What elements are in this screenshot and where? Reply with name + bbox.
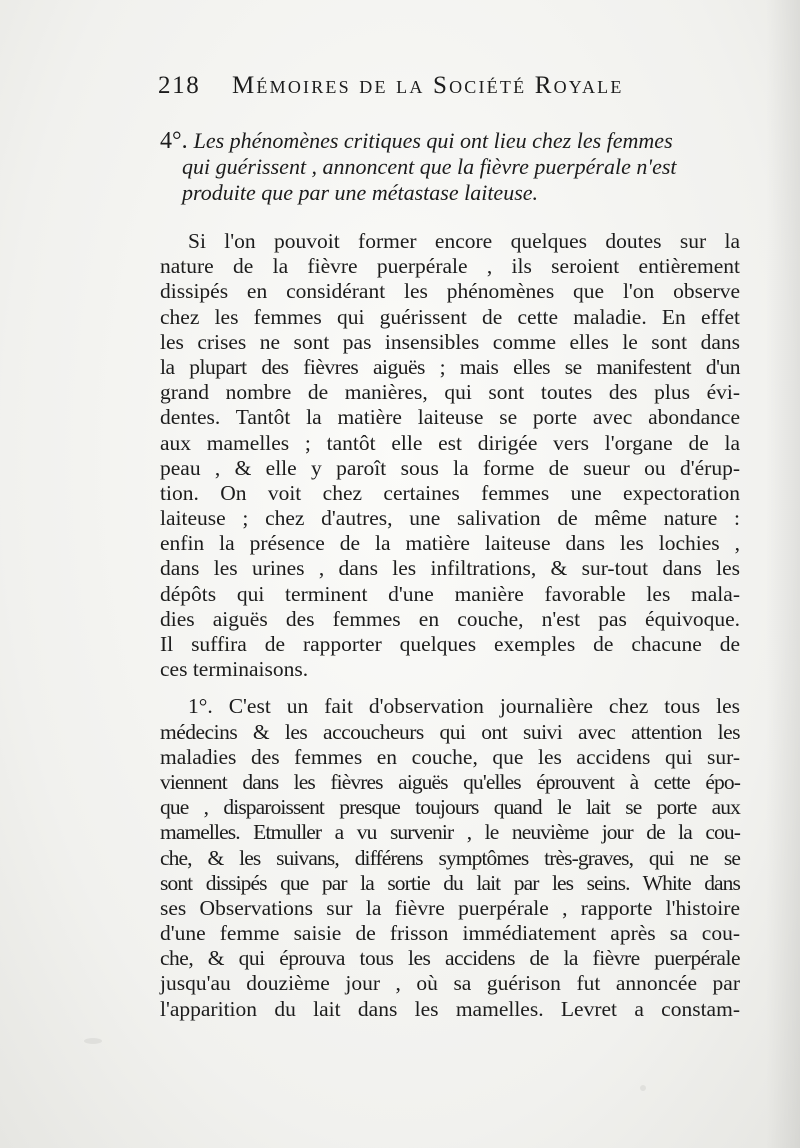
paragraph [160,229,740,682]
text-line: que , disparoissent presque toujours quand le lait se porte aux [160,795,740,820]
page-edge-shadow [766,0,800,1148]
text-line: dies aiguës des femmes en couche, n'est pas équivoque. [160,606,740,631]
proposition-line: qui guérissent , annoncent que la fièvre puerpérale n'est [182,154,677,179]
text-line: viennent dans les fièvres aiguës qu'elles éprouvent à cette épo- [160,769,740,794]
text-line: enfin la présence de la matière laiteuse dans les lochies , [160,531,740,556]
text-line: les crises ne sont pas insensibles comme elles le sont dans [160,329,740,354]
text-line: che, & les suivans, différens symptômes très-graves, qui ne se [160,845,740,870]
text-line: Il suffira de rapporter quelques exemples de chacune de [160,632,740,656]
text-line: maladies des femmes en couche, que les accidens qui sur- [160,744,740,769]
text-line: dissipés en considérant les phénomènes que l'on observe [160,279,740,304]
proposition-line: produite que par une métastase laiteuse. [182,180,539,205]
text-line: grand nombre de manières, qui sont toutes des plus évi- [160,380,740,405]
proposition-text: Les phénomènes critiques qui ont lieu chez les femmes [193,128,673,153]
text-line: mamelles. Etmuller a vu survenir , le neuvième jour de la cou- [160,820,740,845]
text-line: laiteuse ; chez d'autres, une salivation de même nature : [160,506,740,531]
text-line: peau , & elle y paroît sous la forme de sueur ou d'érup- [160,455,740,480]
paper-stain [640,1085,646,1091]
page-number: 218 [158,72,201,99]
text-line: tion. On voit chez certaines femmes une expectoration [160,480,740,505]
text-line: ces terminaisons. [160,657,309,682]
text-line: sont dissipés que par la sortie du lait par les seins. White dans [160,870,740,895]
text-line: ses Observations sur la fièvre puerpérale , rapporte l'histoire [160,895,740,920]
text-line: 1°. C'est un fait d'observation journalière chez tous les [188,694,740,719]
proposition-number: 4°. [160,128,188,154]
running-head: Mémoires de la Société Royale [232,72,624,99]
text-line: la plupart des fièvres aiguës ; mais elles se manifestent d'un [160,354,740,379]
page-header [158,72,678,106]
text-line: dentes. Tantôt la matière laiteuse se porte avec abondance [160,405,740,430]
text-line: che, & qui éprouva tous les accidens de la fièvre puerpérale [160,946,740,971]
text-line: d'une femme saisie de frisson immédiatement après sa cou- [160,921,740,946]
text-line: jusqu'au douzième jour , où sa guérison fut annoncée par [160,971,740,996]
text-line: dépôts qui terminent d'une manière favorable les mala- [160,581,740,606]
text-line: l'apparition du lait dans les mamelles. Levret a constam- [160,996,740,1021]
text-line: Si l'on pouvoit former encore quelques doutes sur la [188,229,740,253]
paragraph [160,694,740,1021]
text-line: nature de la fièvre puerpérale , ils seroient entièrement [160,254,740,279]
proposition-line [160,128,740,154]
proposition-heading [160,128,740,206]
text-line: chez les femmes qui guérissent de cette maladie. En effet [160,304,740,329]
paper-stain [84,1038,102,1044]
text-line: médecins & les accoucheurs qui ont suivi avec attention les [160,719,740,744]
text-line: dans les urines , dans les infiltrations, & sur-tout dans les [160,556,740,581]
body-text [160,229,740,1022]
text-line: aux mamelles ; tantôt elle est dirigée vers l'organe de la [160,430,740,455]
